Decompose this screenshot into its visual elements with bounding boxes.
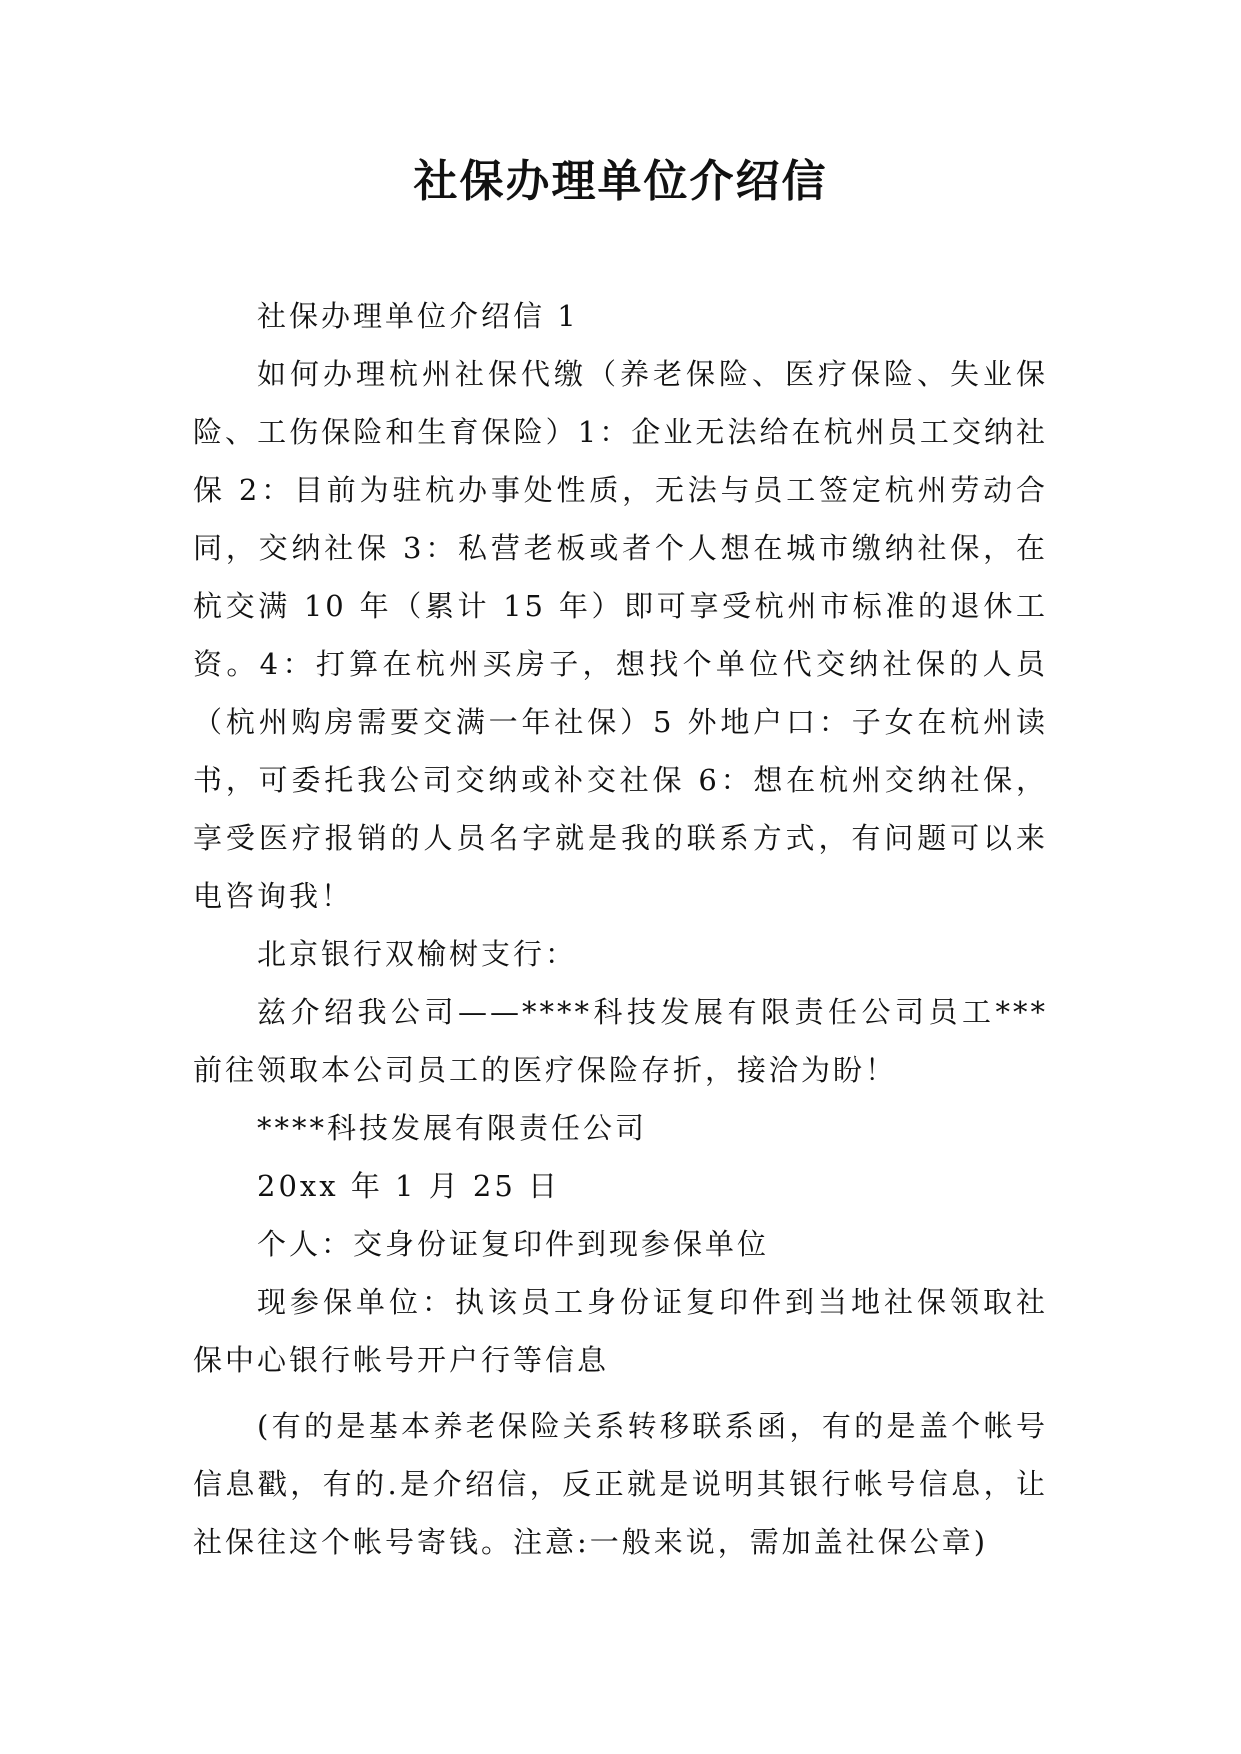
section-heading: 社保办理单位介绍信 1: [257, 299, 579, 333]
intro-paragraph: 如何办理杭州社保代缴（养老保险、医疗保险、失业保险、工伤保险和生育保险）1：企业无法给在杭州员工交纳社保 2：目前为驻杭办事处性质，无法与员工签定杭州劳动合同，交纳社保 3：私营老板或者个人想在城市缴纳社保，在杭交满 10 年（累计 15 年）即可享受杭州市标准的退休工资。4：打算在杭州买房子，想找个单位代交纳社保的人员（杭州购房需要交满一年社保）5 外地户口：子女在杭州读书，可委托我公司交纳或补交社保 6：想在杭州交纳社保，享受医疗报销的人员名字就是我的联系方式，有问题可以来电咨询我！: [193, 357, 1048, 913]
signature-company: ****科技发展有限责任公司: [257, 1111, 648, 1145]
paragraph-spacer: [193, 1389, 1048, 1397]
signature-date: 20xx 年 1 月 25 日: [257, 1169, 561, 1203]
note-paragraph: (有的是基本养老保险关系转移联系函，有的是盖个帐号信息戳，有的.是介绍信，反正就是说明其银行帐号信息，让社保往这个帐号寄钱。注意:一般来说，需加盖社保公章): [193, 1409, 1048, 1559]
recipient-line: 北京银行双榆树支行：: [257, 937, 578, 971]
document-body: [193, 287, 1048, 1571]
letter-body: 兹介绍我公司——****科技发展有限责任公司员工***前往领取本公司员工的医疗保险存折，接洽为盼！: [193, 995, 1048, 1087]
unit-instruction: 现参保单位：执该员工身份证复印件到当地社保领取社保中心银行帐号开户行等信息: [193, 1285, 1048, 1377]
personal-instruction: 个人：交身份证复印件到现参保单位: [257, 1227, 770, 1261]
document-title: 社保办理单位介绍信: [413, 156, 828, 207]
